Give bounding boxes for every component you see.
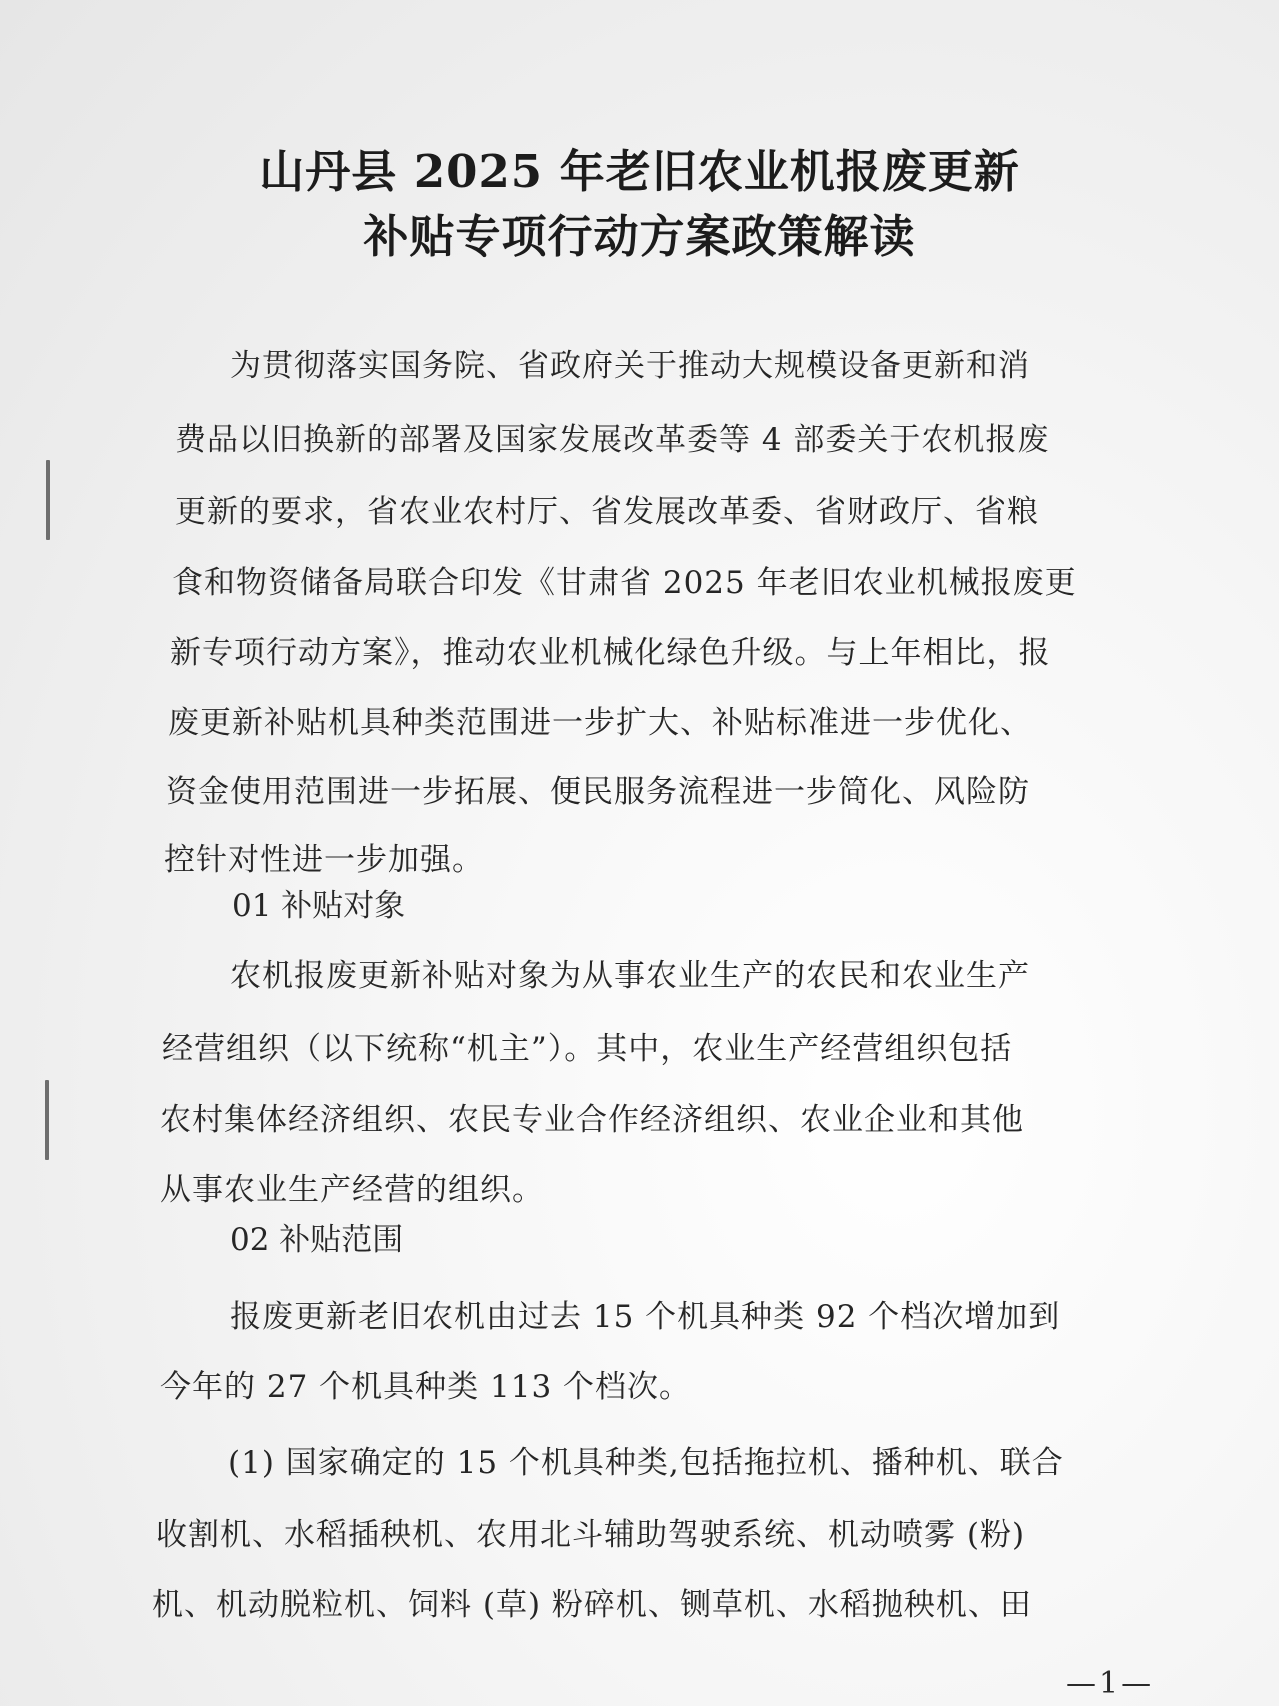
- section2-item1-line: 收割机、水稻插秧机、农用北斗辅助驾驶系统、机动喷雾 (粉): [156, 1517, 1026, 1553]
- intro-line: 资金使用范围进一步拓展、便民服务流程进一步简化、风险防: [166, 774, 1030, 810]
- intro-line: 费品以旧换新的部署及国家发展改革委等 4 部委关于农机报废: [175, 422, 1050, 458]
- section2-line: 今年的 27 个机具种类 113 个档次。: [160, 1369, 692, 1405]
- section-heading-subsidy-target: 01 补贴对象: [232, 888, 406, 924]
- document-title-line-1: 山丹县 2025 年老旧农业机报废更新: [259, 145, 1020, 198]
- section2-line: 报废更新老旧农机由过去 15 个机具种类 92 个档次增加到: [230, 1299, 1061, 1335]
- intro-line: 为贯彻落实国务院、省政府关于推动大规模设备更新和消: [230, 348, 1030, 384]
- section1-line: 农机报废更新补贴对象为从事农业生产的农民和农业生产: [230, 958, 1030, 994]
- document-title-line-2: 补贴专项行动方案政策解读: [363, 210, 916, 263]
- intro-line: 更新的要求，省农业农村厅、省发展改革委、省财政厅、省粮: [175, 494, 1039, 530]
- intro-line: 控针对性进一步加强。: [164, 842, 484, 878]
- page-number: —1—: [1066, 1666, 1155, 1701]
- binding-mark: [45, 1080, 49, 1160]
- intro-line: 食和物资储备局联合印发《甘肃省 2025 年老旧农业机械报废更: [172, 565, 1077, 601]
- section1-line: 经营组织（以下统称“机主”）。其中，农业生产经营组织包括: [162, 1031, 1013, 1067]
- section-heading-subsidy-scope: 02 补贴范围: [230, 1222, 404, 1258]
- section1-line: 农村集体经济组织、农民专业合作经济组织、农业企业和其他: [160, 1102, 1024, 1138]
- section2-item1-line: 机、机动脱粒机、饲料 (草) 粉碎机、铡草机、水稻抛秧机、田: [152, 1587, 1032, 1623]
- binding-mark: [46, 460, 50, 540]
- intro-line: 新专项行动方案》，推动农业机械化绿色升级。与上年相比，报: [170, 635, 1051, 671]
- section2-item1-line: (1) 国家确定的 15 个机具种类,包括拖拉机、播种机、联合: [228, 1445, 1064, 1481]
- intro-line: 废更新补贴机具种类范围进一步扩大、补贴标准进一步优化、: [168, 705, 1032, 741]
- section1-line: 从事农业生产经营的组织。: [160, 1172, 544, 1208]
